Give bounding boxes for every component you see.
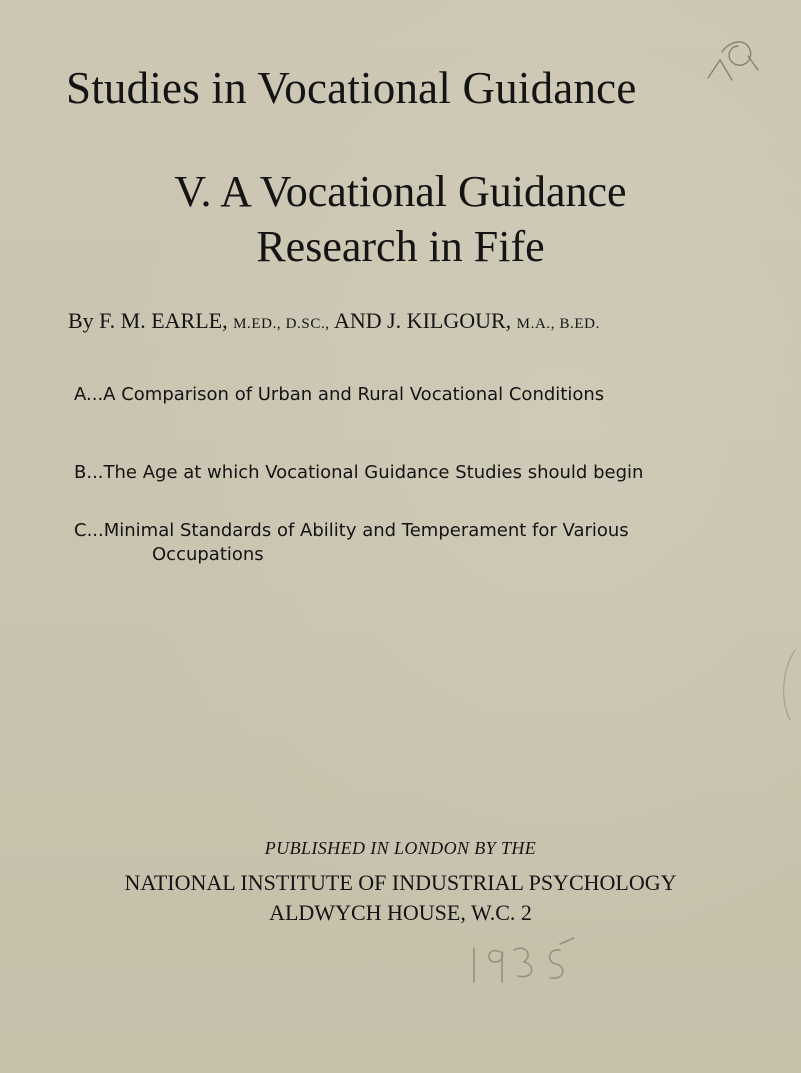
contents-item-b: B...The Age at which Vocational Guidance Studies should begin <box>74 462 644 483</box>
corner-pencil-mark <box>708 42 758 80</box>
authors-second: AND J. KILGOUR, <box>333 308 512 333</box>
contents-item-a: A...A Comparison of Urban and Rural Vocational Conditions <box>74 384 605 405</box>
series-title: Studies in Vocational Guidance <box>66 63 637 113</box>
edge-stain-mark <box>784 650 795 720</box>
contents-item-c-continued: Occupations <box>152 544 264 565</box>
handwritten-year <box>474 938 574 982</box>
authors-line <box>68 310 600 332</box>
publisher-name: NATIONAL INSTITUTE OF INDUSTRIAL PSYCHOLOGY <box>124 870 677 895</box>
contents-item-c: C...Minimal Standards of Ability and Temperament for Various <box>74 520 629 541</box>
authors-second-degrees: M.A., B.ED. <box>516 316 600 332</box>
authors-first-degrees: M.ED., D.SC., <box>233 316 330 332</box>
main-title-line-1: V. A Vocational Guidance <box>174 167 627 216</box>
publisher-address: ALDWYCH HOUSE, W.C. 2 <box>269 900 532 925</box>
publisher-lead: PUBLISHED IN LONDON BY THE <box>264 838 537 858</box>
main-title-line-2: Research in Fife <box>256 222 545 271</box>
authors-first: By F. M. EARLE, <box>68 308 228 333</box>
